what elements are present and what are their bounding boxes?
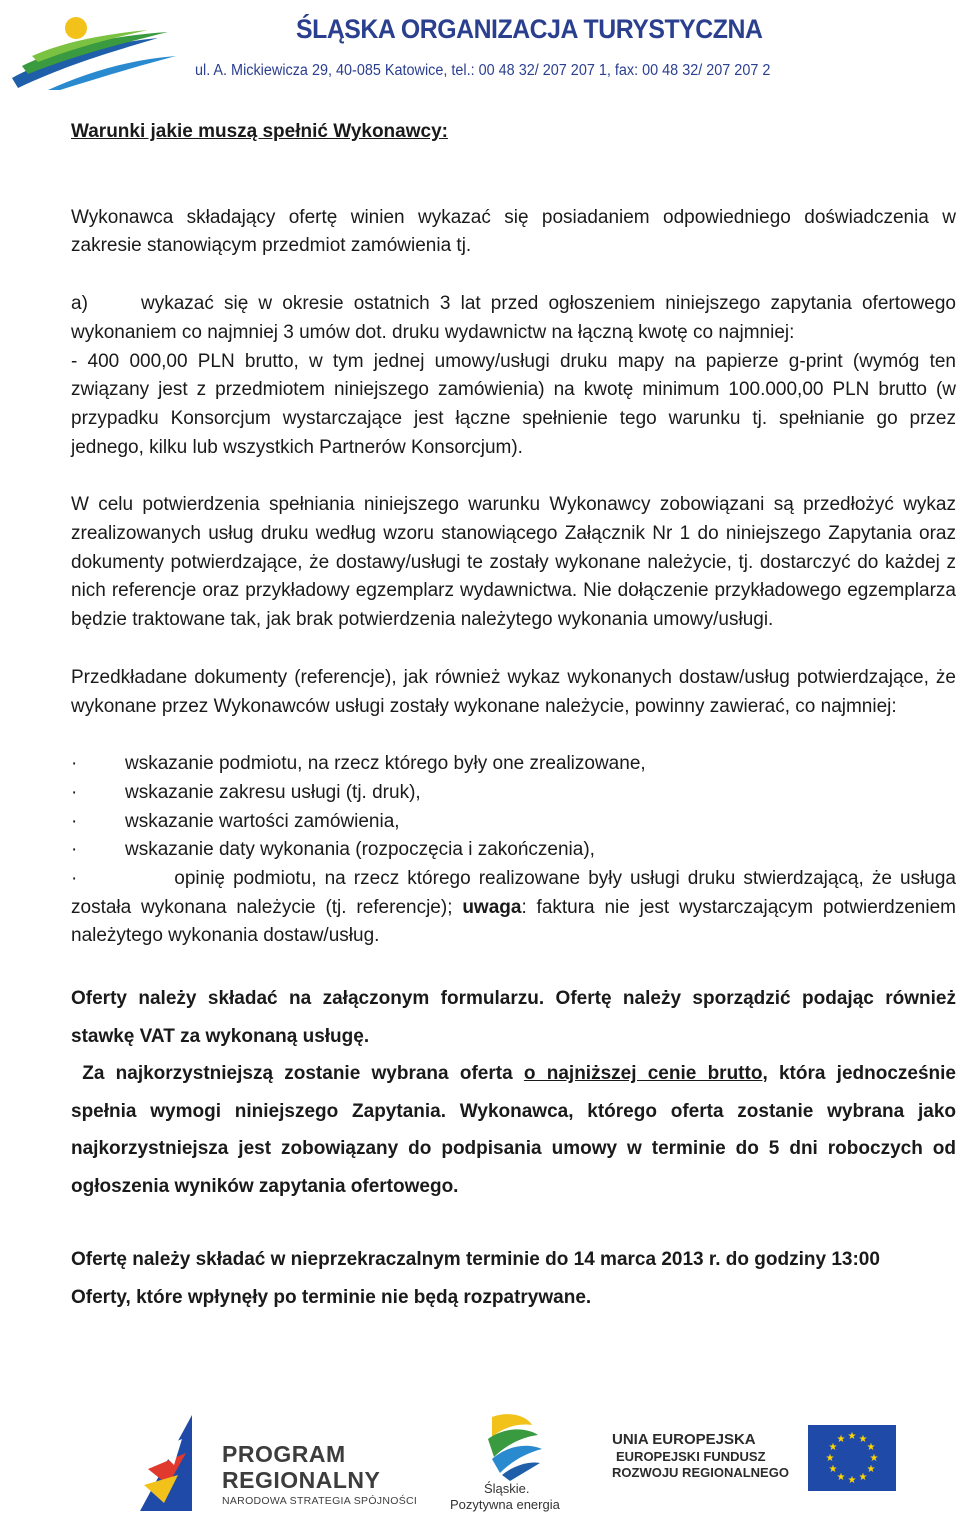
- svg-text:★: ★: [866, 1442, 876, 1453]
- section-heading: Warunki jakie muszą spełnić Wykonawcy:: [71, 121, 448, 142]
- svg-text:★: ★: [825, 1453, 835, 1464]
- svg-text:★: ★: [869, 1453, 879, 1464]
- offer-form-paragraph: Oferty należy składać na załączonym formularzu. Ofertę należy sporządzić podając również stawkę VAT za wykonaną usługę.: [71, 988, 956, 1047]
- lowest-price-criterion: o najniższej cenie brutto: [523, 1063, 763, 1085]
- organization-logo: [8, 8, 178, 90]
- document-body: [71, 118, 956, 1316]
- bullet-icon: ·: [71, 753, 78, 775]
- program-regionalny-logo: [138, 1413, 428, 1513]
- footer-logos: [0, 1405, 960, 1522]
- list-item: · wskazanie wartości zamówienia,: [71, 808, 956, 837]
- program-emblem-icon: [138, 1413, 218, 1513]
- organization-address: ul. A. Mickiewicza 29, 40-085 Katowice, tel.: 00 48 32/ 207 207 1, fax: 00 48 32/ 207 207 2: [195, 62, 771, 79]
- condition-a-label: a): [71, 293, 88, 315]
- late-offers-paragraph: Oferty, które wpłynęły po terminie nie będą rozpatrywane.: [71, 1286, 592, 1308]
- bullet-icon: ·: [71, 781, 78, 803]
- program-title-line1: PROGRAM: [222, 1441, 346, 1467]
- program-subtitle: NARODOWA STRATEGIA SPÓJNOŚCI: [222, 1495, 418, 1507]
- bullet-icon: ·: [71, 868, 78, 890]
- documents-list: [71, 750, 956, 951]
- list-item: · wskazanie daty wykonania (rozpoczęcia i zakończenia),: [71, 836, 956, 865]
- bullet-icon: ·: [71, 839, 78, 861]
- eu-fund-line1: EUROPEJSKI FUNDUSZ: [616, 1449, 766, 1464]
- organization-name: ŚLĄSKA ORGANIZACJA TURYSTYCZNA: [296, 14, 763, 44]
- requirement-paragraph: - 400 000,00 PLN brutto, w tym jednej umowy/usługi druku mapy na papierze g-print (wymóg ten związany jest z przedmiotem niniejszego zamówienia) na kwotę minimum 100.000,00 PLN brutto (w przypadku Konsorcjum wystarczające jest łączne spełnienie tego warunku tj. spełnianie go przez jednego, kilku lub wszystkich Partnerów Konsorcjum).: [71, 350, 956, 458]
- eu-fund-line2: ROZWOJU REGIONALNEGO: [612, 1465, 789, 1480]
- confirmation-paragraph: W celu potwierdzenia spełniania niniejszego warunku Wykonawcy zobowiązani są przedłożyć wykaz zrealizowanych usług druku według wzoru stanowiącego Załącznik Nr 1 do niniejszego Zapytania oraz dokumenty potwierdzające, że dostawy/usługi te zostały wykonane należycie, tj. dostarczyć do każdej z nich referencje oraz przykładowy egzemplarz wydawnictwa. Nie dołączenie przykładowego egzemplarza będzie traktowane tak, jak brak potwierdzenia należytego wykonania umowy/usługi.: [71, 494, 956, 631]
- bullet-icon: ·: [71, 810, 78, 832]
- svg-text:★: ★: [836, 1472, 846, 1483]
- list-item: · wskazanie podmiotu, na rzecz którego były one zrealizowane,: [71, 750, 956, 779]
- svg-text:★: ★: [847, 1475, 857, 1486]
- slaskie-emblem-icon: [448, 1411, 568, 1481]
- condition-a-text: wykazać się w okresie ostatnich 3 lat przed ogłoszeniem niniejszego zapytania ofertowego wykonaniem co najmniej 3 umów dot. druku wydawnictw na łączną kwotę co najmniej:: [71, 293, 956, 343]
- svg-text:★: ★: [828, 1464, 838, 1475]
- intro-paragraph: Wykonawca składający ofertę winien wykazać się posiadaniem odpowiedniego doświadczenia w zakresie stanowiącym przedmiot zamówienia tj.: [71, 206, 956, 257]
- note-label: uwaga: [462, 896, 522, 918]
- program-title-line2: REGIONALNY: [222, 1467, 381, 1493]
- selection-paragraph: Za najkorzystniejszą zostanie wybrana oferta o najniższej cenie brutto, która jednocześnie spełnia wymogi niniejszego Zapytania. Wykonawca, którego oferta zostanie wybrana jako najkorzystniejsza jest zobowiązany do podpisania umowy w terminie do 5 dni roboczych od ogłoszenia wyników zapytania ofertowego.: [71, 1063, 956, 1197]
- svg-text:★: ★: [847, 1431, 857, 1442]
- slaskie-logo: [448, 1411, 568, 1519]
- svg-text:★: ★: [828, 1442, 838, 1453]
- svg-text:★: ★: [866, 1464, 876, 1475]
- eu-fund-logo: [612, 1425, 912, 1501]
- svg-text:★: ★: [858, 1472, 868, 1483]
- svg-text:★: ★: [836, 1434, 846, 1445]
- svg-text:★: ★: [858, 1434, 868, 1445]
- deadline-paragraph: Ofertę należy składać w nieprzekraczalnym terminie do 14 marca 2013 r. do godziny 13:00: [71, 1249, 880, 1271]
- letterhead: [0, 0, 960, 100]
- condition-a: [71, 290, 956, 347]
- list-item: · opinię podmiotu, na rzecz którego realizowane były usługi druku stwierdzającą, że usługa została wykonana należycie (tj. referencje); uwaga: faktura nie jest wystarczającym potwierdzeniem należytego wykonania dostaw/usług.: [71, 868, 956, 947]
- documents-paragraph: Przedkładane dokumenty (referencje), jak również wykaz wykonanych dostaw/usług potwierdzające, że wykonane przez Wykonawców usługi zostały wykonane należycie, powinny zawierać, co najmniej:: [71, 666, 956, 717]
- deadline-block: [71, 1241, 956, 1316]
- list-item: · wskazanie zakresu usługi (tj. druk),: [71, 779, 956, 808]
- slaskie-slogan: Pozytywna energia: [450, 1497, 560, 1512]
- eu-flag-icon: [808, 1425, 896, 1491]
- slaskie-name: Śląskie.: [484, 1481, 530, 1496]
- offer-rules: [71, 980, 956, 1205]
- eu-title: UNIA EUROPEJSKA: [612, 1431, 756, 1448]
